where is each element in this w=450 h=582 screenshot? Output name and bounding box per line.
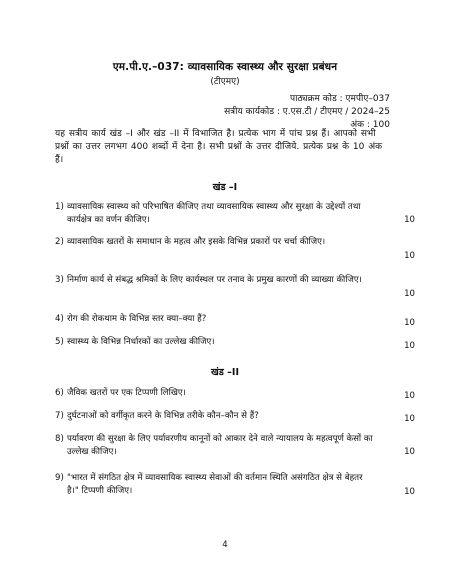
question-text: स्वास्थ्य के विभिन्न निर्धारकों का उल्लेख कीजिए। [67,337,215,347]
question-marks: 10 [404,318,415,328]
question-number: 2) [55,237,64,247]
question-marks: 10 [404,251,415,261]
question-number: 3) [55,275,64,285]
question-text: "भारत में संगठित क्षेत्र में व्यावसायिक स्वास्थ्य सेवाओं की वर्तमान स्थिति असंगठित क्षेत्र से बेहतर है।" टिप्पणी कीजिए। [67,473,363,496]
course-code: पाठ्यक्रम कोड : एमपीए–037 [289,94,390,104]
question-text: व्यावसायिक खतरों के समाधान के महत्व और इसके विभिन्न प्रकारों पर चर्चा कीजिए। [67,237,326,247]
question-item [55,274,415,300]
question-number: 8) [55,434,64,444]
question-number: 4) [55,314,64,324]
question-text: व्यावसायिक स्वास्थ्य को परिभाषित कीजिए तथा व्यावसायिक स्वास्थ्य और सुरक्षा के उद्देश्यों तथा कार्यक्षेत्र का वर्णन कीजिए। [67,202,361,225]
question-number: 6) [55,388,64,398]
total-marks: अंक : 100 [350,120,390,130]
question-item [55,410,415,424]
section-2-heading: खंड –II [211,367,239,378]
page-number: 4 [222,540,228,550]
instructions-paragraph: यह सत्रीय कार्य खंड –I और खंड –II में विभाजित है। प्रत्येक भाग में पांच प्रश्न हैं। आपको सभी प्रश्नों का उत्तर लगभग 400 शब्दों में देना है। सभी प्रश्नों के उत्तर दीजिये. प्रत्येक प्रश्न के 10 अंक हैं। [55,129,383,165]
question-marks: 10 [404,414,415,424]
question-marks: 10 [404,215,415,225]
question-item [55,336,415,350]
question-number: 1) [55,202,64,212]
question-item [55,236,415,262]
question-marks: 10 [404,487,415,497]
question-item [55,433,415,459]
question-text: पर्यावरण की सुरक्षा के लिए पर्यावरणीय कानूनों को आकार देने वाले न्यायालय के महत्वपूर्ण केसों का उल्लेख कीजिए। [67,434,373,457]
question-number: 7) [55,411,64,421]
question-number: 5) [55,337,64,347]
section-1-heading: खंड –I [212,182,238,193]
document-title: एम.पी.ए.–037: व्यावसायिक स्वास्थ्य और सुरक्षा प्रबंधन [112,61,338,73]
question-text: रोग की रोकथाम के विभिन्न स्तर क्या–क्या हैं? [67,314,207,324]
assignment-code: सत्रीय कार्यकोड : ए.एस.टी / टीएमए / 2024–25 [224,107,390,117]
question-text: दुर्घटनाओं को वर्गीकृत करने के विभिन्न तरीके कौन–कौन से हैं? [67,411,259,421]
question-marks: 10 [404,391,415,401]
question-marks: 10 [404,289,415,299]
question-item [55,472,415,498]
question-text: निर्माण कार्य से संबद्ध श्रमिकों के लिए कार्यस्थल पर तनाव के प्रमुख कारणों की व्याख्या कीजिए। [67,275,362,285]
question-item [55,313,415,327]
question-item [55,387,415,401]
question-text: जैविक खतरों पर एक टिप्पणी लिखिए। [67,388,186,398]
question-marks: 10 [404,447,415,457]
question-number: 9) [55,473,64,483]
question-item [55,201,415,227]
question-marks: 10 [404,341,415,351]
document-subtitle: (टीएमए) [210,77,240,87]
